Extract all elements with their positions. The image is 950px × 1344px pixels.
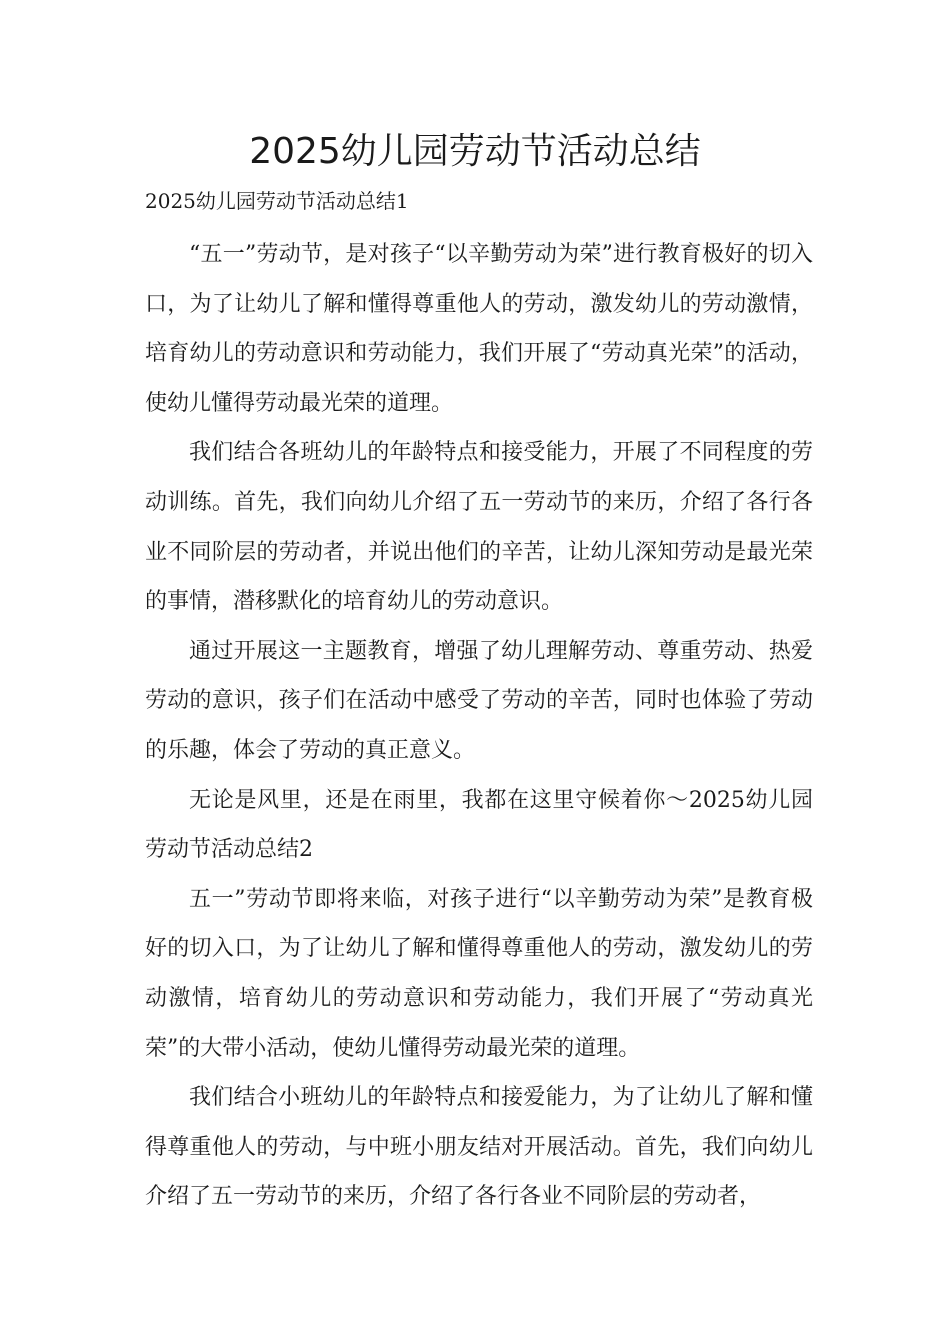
paragraph: “五一”劳动节，是对孩子“以辛勤劳动为荣”进行教育极好的切入口，为了让幼儿了解和懂得尊重他人的劳动，激发幼儿的劳动激情，培育幼儿的劳动意识和劳动能力，我们开展了“劳动真光荣”的活动，使幼儿懂得劳动最光荣的道理。 [145,242,813,416]
document-body [145,230,813,1222]
paragraph: 五一”劳动节即将来临，对孩子进行“以辛勤劳动为荣”是教育极好的切入口，为了让幼儿了解和懂得尊重他人的劳动，激发幼儿的劳动激情，培育幼儿的劳动意识和劳动能力，我们开展了“劳动真光荣”的大带小活动，使幼儿懂得劳动最光荣的道理。 [145,886,813,1061]
paragraph: 无论是风里，还是在雨里，我都在这里守候着你～2025幼儿园劳动节活动总结2 [145,787,813,863]
paragraph: 我们结合小班幼儿的年龄特点和接爱能力，为了让幼儿了解和懂得尊重他人的劳动，与中班小朋友结对开展活动。首先，我们向幼儿介绍了五一劳动节的来历，介绍了各行各业不同阶层的劳动者， [145,1085,813,1210]
document-title: 2025幼儿园劳动节活动总结 [249,131,701,172]
section-heading-1: 2025幼儿园劳动节活动总结1 [145,189,409,213]
paragraph: 我们结合各班幼儿的年龄特点和接受能力，开展了不同程度的劳动训练。首先，我们向幼儿介绍了五一劳动节的来历，介绍了各行各业不同阶层的劳动者，并说出他们的辛苦，让幼儿深知劳动是最光荣的事情，潜移默化的培育幼儿的劳动意识。 [145,440,813,615]
paragraph: 通过开展这一主题教育，增强了幼儿理解劳动、尊重劳动、热爱劳动的意识，孩子们在活动中感受了劳动的辛苦，同时也体验了劳动的乐趣，体会了劳动的真正意义。 [145,638,813,763]
